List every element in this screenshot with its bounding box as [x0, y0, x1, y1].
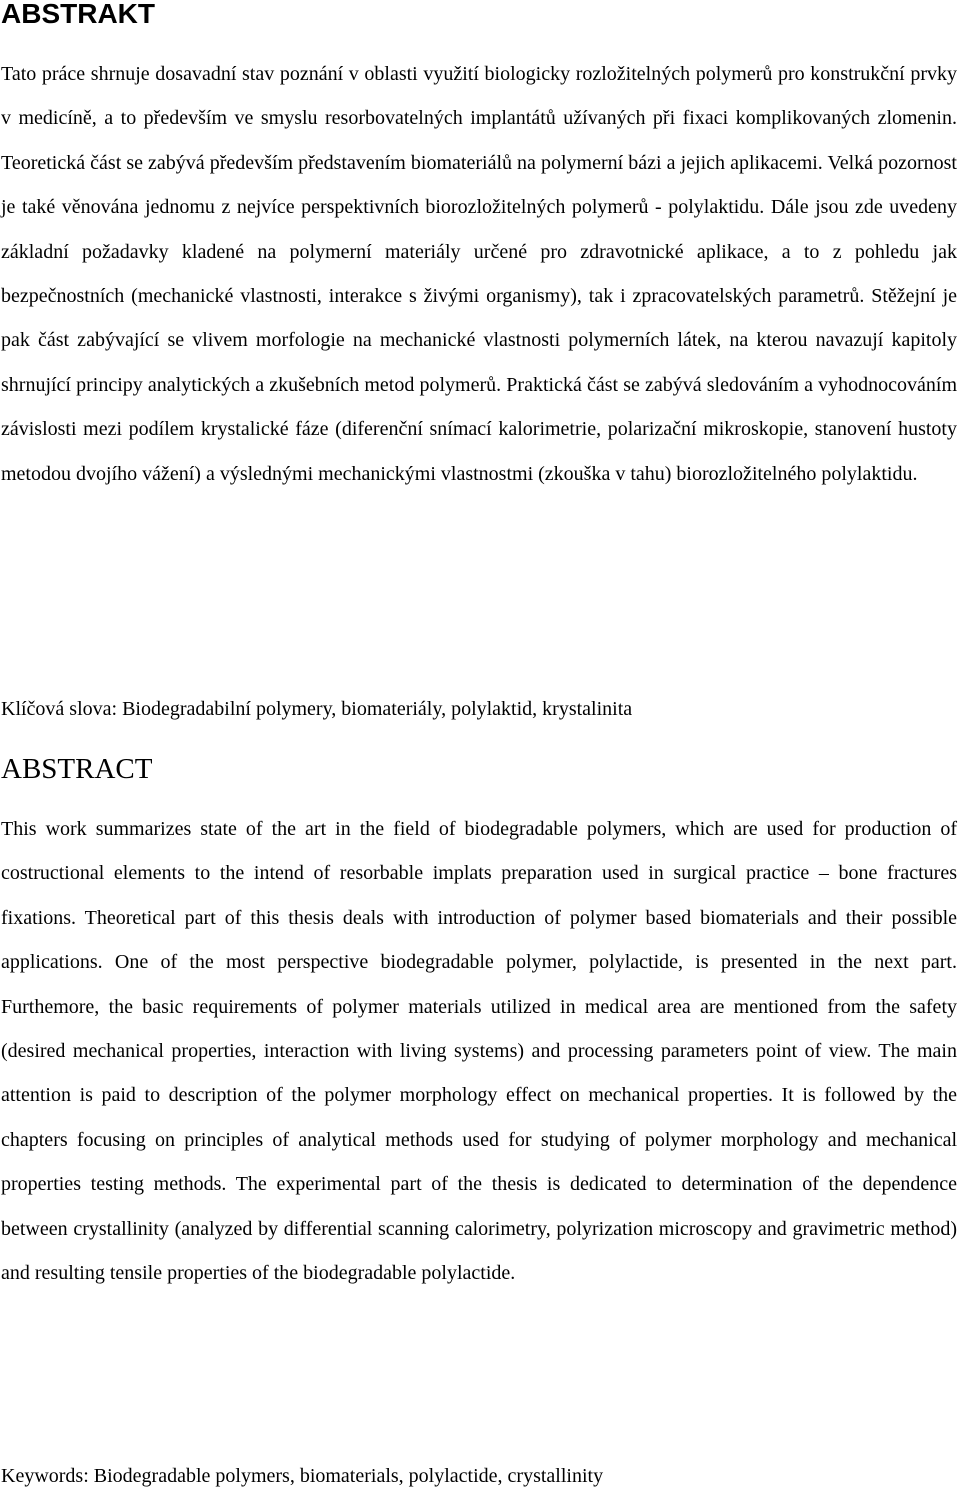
- abstract-cz-keywords: Klíčová slova: Biodegradabilní polymery, biomateriály, polylaktid, krystalinita: [1, 698, 633, 720]
- abstract-cz-paragraph: Tato práce shrnuje dosavadní stav poznání v oblasti využití biologicky rozložitelných polymerů pro konstrukční prvky v medicíně, a to především ve smyslu resorbovatelných implantátů užívaných při fixaci komplikovaných zlomenin. Teoretická část se zabývá především představením biomateriálů na polymerní bázi a jejich aplikacemi. Velká pozornost je také věnována jednomu z nejvíce perspektivních biorozložitelných polymerů - polylaktidu. Dále jsou zde uvedeny základní požadavky kladené na polymerní materiály určené pro zdravotnické aplikace, a to z pohledu jak bezpečnostních (mechanické vlastnosti, interakce s živými organismy), tak i zpracovatelských parametrů. Stěžejní je pak část zabývající se vlivem morfologie na mechanické vlastnosti polymerních látek, na kterou navazují kapitoly shrnující principy analytických a zkušebních metod polymerů. Praktická část se zabývá sledováním a vyhodnocováním závislosti mezi podílem krystalické fáze (diferenční snímací kalorimetrie, polarizační mikroskopie, stanovení hustoty metodou dvojího vážení) a výslednými mechanickými vlastnostmi (zkouška v tahu) biorozložitelného polylaktidu.: [1, 63, 957, 485]
- abstract-en-heading: ABSTRACT: [1, 753, 153, 785]
- abstract-cz-heading: ABSTRAKT: [1, 0, 155, 29]
- abstract-en-keywords: Keywords: Biodegradable polymers, biomaterials, polylactide, crystallinity: [1, 1465, 604, 1487]
- abstract-en-paragraph: This work summarizes state of the art in the field of biodegradable polymers, which are used for production of costructional elements to the intend of resorbable implats preparation used in surgical practice – bone fractures fixations. Theoretical part of this thesis deals with introduction of polymer based biomaterials and their possible applications. One of the most perspective biodegradable polymer, polylactide, is presented in the next part. Furthemore, the basic requirements of polymer materials utilized in medical area are mentioned from the safety (desired mechanical properties, interaction with living systems) and processing parameters point of view. The main attention is paid to description of the polymer morphology effect on mechanical properties. It is followed by the chapters focusing on principles of analytical methods used for studying of polymer morphology and mechanical properties testing methods. The experimental part of the thesis is dedicated to determination of the dependence between crystallinity (analyzed by differential scanning calorimetry, polyrization microscopy and gravimetric method) and resulting tensile properties of the biodegradable polylactide.: [1, 818, 957, 1285]
